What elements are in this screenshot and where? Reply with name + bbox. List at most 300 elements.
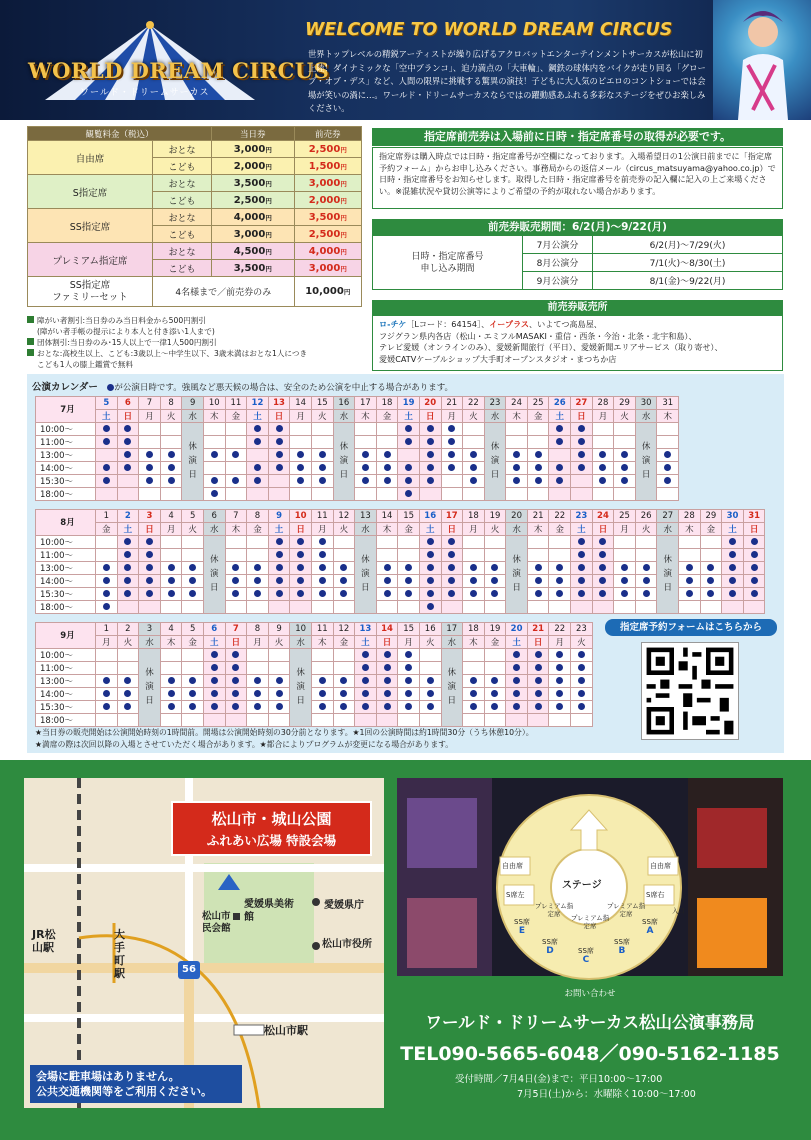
show-cell (484, 674, 506, 687)
show-dot-icon (276, 425, 283, 432)
show-cell (441, 474, 463, 487)
show-cell (527, 561, 549, 574)
price-pre-adult: 3,500円 (294, 209, 361, 226)
day-of-week: 月 (463, 522, 485, 535)
show-dot-icon (362, 451, 369, 458)
show-dot-icon (276, 590, 283, 597)
show-dot-icon (319, 690, 326, 697)
show-cell (182, 548, 204, 561)
day-number: 26 (549, 397, 571, 410)
seating-chart (486, 790, 692, 980)
show-dot-icon (621, 577, 628, 584)
price-table (27, 126, 362, 307)
show-cell (96, 574, 118, 587)
show-dot-icon (556, 438, 563, 445)
performer-image (713, 0, 811, 120)
show-cell (549, 548, 571, 561)
price-day-adult: 4,500円 (212, 243, 295, 260)
show-cell (290, 474, 312, 487)
show-cell (657, 422, 679, 435)
show-cell (268, 448, 290, 461)
seat-ss-e: SS席 E (514, 918, 530, 936)
show-cell (290, 487, 312, 500)
show-cell (333, 535, 355, 548)
show-cell (635, 535, 657, 548)
show-cell (355, 687, 377, 700)
qr-code-icon (642, 643, 738, 739)
show-dot-icon (211, 690, 218, 697)
show-dot-icon (232, 577, 239, 584)
show-dot-icon (556, 690, 563, 697)
show-cell (290, 448, 312, 461)
show-cell (96, 422, 118, 435)
day-number: 2 (117, 510, 139, 523)
show-cell (463, 422, 485, 435)
show-dot-icon (751, 590, 758, 597)
show-dot-icon (384, 477, 391, 484)
day-of-week: 金 (333, 635, 355, 648)
price-pre-child: 2,500円 (294, 226, 361, 243)
show-cell (484, 687, 506, 700)
show-dot-icon (189, 577, 196, 584)
show-cell (160, 448, 182, 461)
show-dot-icon (211, 451, 218, 458)
day-of-week: 土 (419, 522, 441, 535)
day-number: 13 (355, 623, 377, 636)
show-dot-icon (556, 477, 563, 484)
show-cell (117, 535, 139, 548)
show-dot-icon (686, 564, 693, 571)
day-of-week: 金 (484, 635, 506, 648)
show-cell (160, 648, 182, 661)
show-cell (419, 561, 441, 574)
show-cell (268, 487, 290, 500)
day-number: 9 (268, 510, 290, 523)
day-of-week: 月 (614, 522, 636, 535)
age-child: こども (153, 260, 212, 277)
show-cell (592, 600, 614, 613)
show-dot-icon (362, 690, 369, 697)
show-dot-icon (232, 677, 239, 684)
show-cell (571, 600, 593, 613)
reservation-form-label[interactable]: 指定席予約フォームはこちらから (605, 619, 777, 636)
day-of-week: 日 (268, 409, 290, 422)
show-cell (96, 687, 118, 700)
day-of-week: 土 (96, 409, 118, 422)
show-dot-icon (448, 464, 455, 471)
show-cell (398, 587, 420, 600)
day-of-week: 水 (635, 409, 657, 422)
show-cell (527, 435, 549, 448)
show-cell (441, 422, 463, 435)
show-dot-icon (578, 464, 585, 471)
show-cell (247, 648, 269, 661)
show-cell (463, 574, 485, 587)
show-cell (355, 713, 377, 726)
show-cell (722, 574, 744, 587)
show-cell (355, 648, 377, 661)
show-dot-icon (276, 538, 283, 545)
show-cell (268, 461, 290, 474)
show-dot-icon (340, 577, 347, 584)
show-dot-icon (578, 451, 585, 458)
show-cell (268, 700, 290, 713)
show-cell (333, 600, 355, 613)
show-cell (247, 587, 269, 600)
show-dot-icon (535, 703, 542, 710)
show-dot-icon (405, 664, 412, 671)
show-cell (700, 561, 722, 574)
show-cell (398, 435, 420, 448)
show-cell (333, 674, 355, 687)
show-dot-icon (319, 451, 326, 458)
show-dot-icon (427, 603, 434, 610)
show-dot-icon (103, 438, 110, 445)
show-cell (614, 535, 636, 548)
map-label-city-hall: 松山市役所 (322, 939, 372, 950)
no-show-day: 休 演 日 (203, 535, 225, 613)
show-dot-icon (686, 577, 693, 584)
show-cell (743, 561, 765, 574)
day-number: 13 (268, 397, 290, 410)
show-cell (182, 587, 204, 600)
day-of-week: 金 (225, 409, 247, 422)
show-dot-icon (729, 551, 736, 558)
show-dot-icon (405, 651, 412, 658)
show-cell (571, 474, 593, 487)
show-cell (549, 561, 571, 574)
show-dot-icon (124, 438, 131, 445)
day-number: 21 (441, 397, 463, 410)
show-cell (441, 548, 463, 561)
day-of-week: 水 (484, 409, 506, 422)
show-cell (614, 548, 636, 561)
welcome-heading: WELCOME TO WORLD DREAM CIRCUS (305, 20, 673, 40)
show-dot-icon (405, 464, 412, 471)
show-dot-icon (124, 677, 131, 684)
day-of-week: 金 (700, 522, 722, 535)
show-cell (463, 600, 485, 613)
day-number: 5 (96, 397, 118, 410)
show-cell (290, 422, 312, 435)
show-dot-icon (319, 464, 326, 471)
show-dot-icon (103, 564, 110, 571)
show-cell (268, 713, 290, 726)
day-number: 17 (441, 623, 463, 636)
day-number: 2 (117, 623, 139, 636)
show-cell (117, 674, 139, 687)
time-slot: 11:00〜 (36, 435, 96, 448)
show-dot-icon (168, 564, 175, 571)
show-cell (311, 574, 333, 587)
seat-ss-d: SS席 D (542, 938, 558, 956)
show-dot-icon (448, 590, 455, 597)
show-dot-icon (513, 651, 520, 658)
show-cell (571, 687, 593, 700)
show-cell (722, 600, 744, 613)
day-number: 8 (247, 623, 269, 636)
show-dot-icon (254, 464, 261, 471)
show-dot-icon (621, 590, 628, 597)
show-cell (549, 587, 571, 600)
day-of-week: 木 (225, 522, 247, 535)
day-of-week: 日 (571, 409, 593, 422)
day-number: 6 (117, 397, 139, 410)
show-dot-icon (513, 451, 520, 458)
show-dot-icon (643, 577, 650, 584)
show-cell (419, 674, 441, 687)
show-dot-icon (729, 590, 736, 597)
price-header-pre: 前売券 (294, 127, 361, 141)
show-cell (463, 687, 485, 700)
show-cell (311, 600, 333, 613)
day-of-week: 土 (247, 409, 269, 422)
day-number: 8 (160, 397, 182, 410)
day-number: 15 (398, 510, 420, 523)
show-cell (225, 648, 247, 661)
show-dot-icon (124, 590, 131, 597)
show-cell (463, 461, 485, 474)
show-dot-icon (707, 590, 714, 597)
show-cell (311, 674, 333, 687)
show-cell (182, 574, 204, 587)
show-dot-icon (599, 451, 606, 458)
show-dot-icon (297, 538, 304, 545)
day-number: 7 (225, 623, 247, 636)
no-show-day: 休 演 日 (441, 648, 463, 726)
show-cell (160, 700, 182, 713)
show-cell (463, 661, 485, 674)
show-cell (311, 422, 333, 435)
show-cell (592, 461, 614, 474)
presale-period: 7/1(火)〜8/30(土) (593, 254, 783, 272)
show-cell (376, 661, 398, 674)
price-day-child: 3,000円 (212, 226, 295, 243)
time-slot: 13:00〜 (36, 561, 96, 574)
show-dot-icon (340, 564, 347, 571)
show-cell (247, 600, 269, 613)
show-cell (333, 561, 355, 574)
day-of-week: 木 (355, 409, 377, 422)
month-label: 7月 (36, 397, 96, 423)
show-cell (355, 661, 377, 674)
show-dot-icon (340, 590, 347, 597)
show-dot-icon (427, 564, 434, 571)
day-number: 4 (160, 510, 182, 523)
show-dot-icon (103, 464, 110, 471)
show-dot-icon (578, 564, 585, 571)
show-cell (268, 422, 290, 435)
show-cell (182, 600, 204, 613)
show-dot-icon (384, 651, 391, 658)
show-dot-icon (211, 703, 218, 710)
show-cell (549, 448, 571, 461)
show-cell (398, 713, 420, 726)
contact-label: お問い合わせ (564, 989, 616, 999)
show-dot-icon (297, 464, 304, 471)
eplus-logo: イープラス (489, 319, 530, 329)
show-dot-icon (578, 438, 585, 445)
show-dot-icon (232, 690, 239, 697)
show-cell (419, 435, 441, 448)
day-of-week: 火 (419, 635, 441, 648)
show-cell (182, 687, 204, 700)
day-number: 20 (506, 510, 528, 523)
show-dot-icon (535, 564, 542, 571)
show-dot-icon (578, 664, 585, 671)
time-slot: 15:30〜 (36, 700, 96, 713)
show-dot-icon (319, 703, 326, 710)
show-dot-icon (189, 590, 196, 597)
show-cell (463, 561, 485, 574)
show-cell (398, 422, 420, 435)
day-of-week: 日 (441, 522, 463, 535)
day-of-week: 火 (484, 522, 506, 535)
show-cell (290, 561, 312, 574)
show-dot-icon (535, 590, 542, 597)
show-cell (268, 435, 290, 448)
day-number: 14 (376, 510, 398, 523)
show-dot-icon (276, 577, 283, 584)
show-cell (376, 687, 398, 700)
show-cell (96, 448, 118, 461)
show-cell (571, 448, 593, 461)
no-show-day: 休 演 日 (139, 648, 161, 726)
day-number: 21 (527, 623, 549, 636)
show-cell (376, 535, 398, 548)
time-slot: 14:00〜 (36, 687, 96, 700)
show-cell (743, 535, 765, 548)
show-dot-icon (384, 464, 391, 471)
age-child: こども (153, 192, 212, 209)
show-dot-icon (535, 464, 542, 471)
show-dot-icon (146, 564, 153, 571)
show-cell (549, 648, 571, 661)
day-of-week: 水 (290, 635, 312, 648)
day-number: 24 (592, 510, 614, 523)
show-dot-icon (319, 538, 326, 545)
no-show-day: 休 演 日 (484, 422, 506, 500)
time-slot: 18:00〜 (36, 487, 96, 500)
show-cell (225, 487, 247, 500)
discount-notes: 障がい者割引:当日券のみ当日料金から500円割引 (障がい者手帳の提示により本人と付き添い1人まで) 団体割引:当日券のみ･15人以上で一律1人500円割引 おとな:高校生以上、こども:3歳以上〜中学生以下、3歳未満はおとな1人につき こども1人の膝上鑑賞で無料 (27, 315, 367, 370)
show-cell (311, 461, 333, 474)
day-of-week: 水 (182, 409, 204, 422)
show-cell (506, 700, 528, 713)
show-dot-icon (707, 577, 714, 584)
show-cell (268, 574, 290, 587)
show-cell (398, 448, 420, 461)
show-cell (549, 674, 571, 687)
show-dot-icon (211, 677, 218, 684)
show-cell (247, 535, 269, 548)
show-cell (225, 600, 247, 613)
show-dot-icon (448, 438, 455, 445)
age-child: こども (153, 226, 212, 243)
show-dot-icon (535, 664, 542, 671)
day-of-week: 月 (398, 635, 420, 648)
show-dot-icon (643, 590, 650, 597)
day-of-week: 火 (182, 522, 204, 535)
show-dot-icon (448, 551, 455, 558)
show-cell (160, 600, 182, 613)
show-dot-icon (189, 677, 196, 684)
show-cell (376, 561, 398, 574)
show-dot-icon (384, 564, 391, 571)
calendar-7-month (35, 396, 679, 501)
no-show-day: 休 演 日 (333, 422, 355, 500)
day-of-week: 土 (355, 635, 377, 648)
show-cell (441, 535, 463, 548)
show-cell (117, 713, 139, 726)
show-cell (247, 561, 269, 574)
show-cell (139, 435, 161, 448)
show-cell (203, 661, 225, 674)
show-cell (549, 661, 571, 674)
show-dot-icon (448, 451, 455, 458)
show-cell (139, 548, 161, 561)
no-show-day: 休 演 日 (182, 422, 204, 500)
show-cell (376, 574, 398, 587)
day-number: 12 (333, 623, 355, 636)
reservation-qr-code[interactable] (641, 642, 739, 740)
show-cell (117, 687, 139, 700)
show-cell (527, 574, 549, 587)
age-child: こども (153, 158, 212, 175)
show-cell (311, 661, 333, 674)
seat-free-right: 自由席 (650, 862, 671, 870)
day-number: 22 (549, 510, 571, 523)
show-cell (419, 461, 441, 474)
day-number: 19 (484, 510, 506, 523)
day-of-week: 月 (96, 635, 118, 648)
show-dot-icon (729, 564, 736, 571)
show-cell (160, 713, 182, 726)
day-number: 22 (463, 397, 485, 410)
show-dot-icon (362, 477, 369, 484)
show-cell (268, 548, 290, 561)
show-dot-icon (254, 438, 261, 445)
contact-phone[interactable]: TEL090-5665-6048／090-5162-1185 (400, 1043, 780, 1065)
show-cell (117, 448, 139, 461)
price-day-adult: 3,000円 (212, 141, 295, 158)
day-of-week: 木 (679, 522, 701, 535)
show-cell (614, 422, 636, 435)
show-cell (614, 574, 636, 587)
day-number: 16 (419, 623, 441, 636)
show-dot-icon (556, 703, 563, 710)
show-cell (117, 435, 139, 448)
show-cell (355, 435, 377, 448)
show-dot-icon (427, 551, 434, 558)
day-of-week: 火 (117, 635, 139, 648)
show-dot-icon (168, 590, 175, 597)
show-cell (484, 713, 506, 726)
show-dot-icon (405, 564, 412, 571)
show-dot-icon (276, 438, 283, 445)
day-number: 9 (182, 397, 204, 410)
show-dot-icon (556, 464, 563, 471)
map-label-art-museum: 愛媛県美術館 (244, 899, 294, 923)
show-cell (268, 674, 290, 687)
show-dot-icon (103, 690, 110, 697)
show-dot-icon (578, 677, 585, 684)
show-cell (419, 535, 441, 548)
show-dot-icon (470, 564, 477, 571)
day-of-week: 月 (290, 409, 312, 422)
show-dot-icon (427, 451, 434, 458)
show-cell (311, 435, 333, 448)
